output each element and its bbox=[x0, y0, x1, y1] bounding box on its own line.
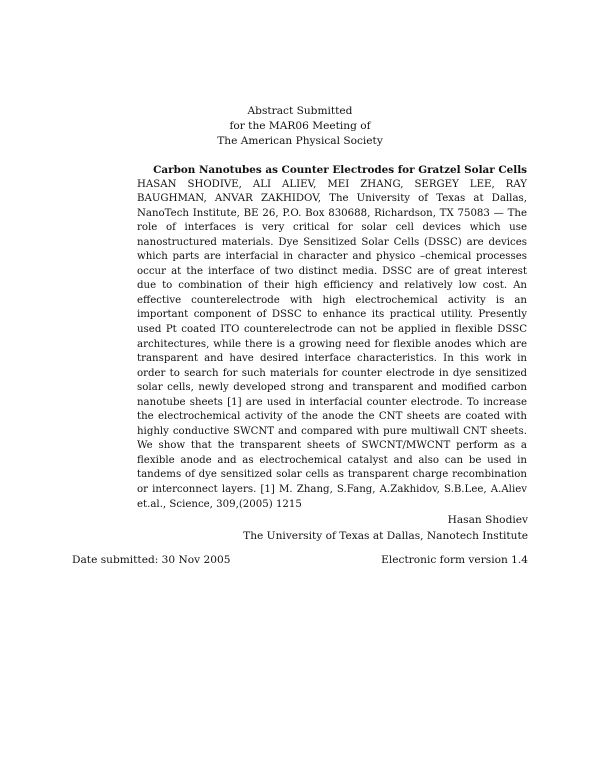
abstract-title: Carbon Nanotubes as Counter Electrodes for Gratzel Solar Cells bbox=[153, 164, 527, 176]
abstract-block bbox=[137, 163, 527, 512]
signature-institution: The University of Texas at Dallas, Nanotech Institute bbox=[243, 529, 528, 542]
submission-header bbox=[0, 104, 600, 149]
signature-name: Hasan Shodiev bbox=[447, 514, 528, 526]
header-line-society: The American Physical Society bbox=[217, 135, 383, 147]
author-list: HASAN SHODIVE, ALI ALIEV, MEI ZHANG, SERGEY LEE, RAY BAUGHMAN, ANVAR ZAKHIDOV, bbox=[137, 178, 527, 205]
date-submitted: Date submitted: 30 Nov 2005 bbox=[72, 554, 231, 566]
abstract-body: The University of Texas at Dallas, NanoTech Institute, BE 26, P.O. Box 830688, Richardson, TX 75083 — The role of interfaces is very critical for solar cell devices which use nanostructured materials. Dye Sensitized Solar Cells (DSSC) are devices which parts are interfacial in character and physico –chemical processes occur at the interface of two distinct media. DSSC are of great interest due to combination of their high efficiency and relatively low cost. An effective counterelectrode with high electrochemical activity is an important component of DSSC to enhance its practical utility. Presently used Pt coated ITO counterelectrode can not be applied in flexible DSSC architectures, while there is a growing need for flexible anodes which are transparent and have desired interface characteristics. In this work in order to search for such materials for counter electrode in dye sensitized solar cells, newly developed strong and transparent and modified carbon nanotube sheets [1] are used in interfacial counter electrode. To increase the electrochemical activity of the anode the CNT sheets are coated with highly conductive SWCNT and compared with pure multiwall CNT sheets. We show that the transparent sheets of SWCNT/MWCNT perform as a flexible anode and as electrochemical catalyst and also can be used in tandems of dye sensitized solar cells as transparent charge recombination or interconnect layers. [1] M. Zhang, S.Fang, A.Zakhidov, S.B.Lee, A.Aliev et.al., Science, 309,(2005) 1215 bbox=[137, 193, 527, 510]
header-line-meeting: for the MAR06 Meeting of bbox=[229, 120, 371, 132]
header-line-abstract-submitted: Abstract Submitted bbox=[247, 105, 353, 117]
abstract-text bbox=[137, 178, 527, 513]
form-version: Electronic form version 1.4 bbox=[381, 554, 528, 566]
signature-block bbox=[243, 513, 528, 544]
